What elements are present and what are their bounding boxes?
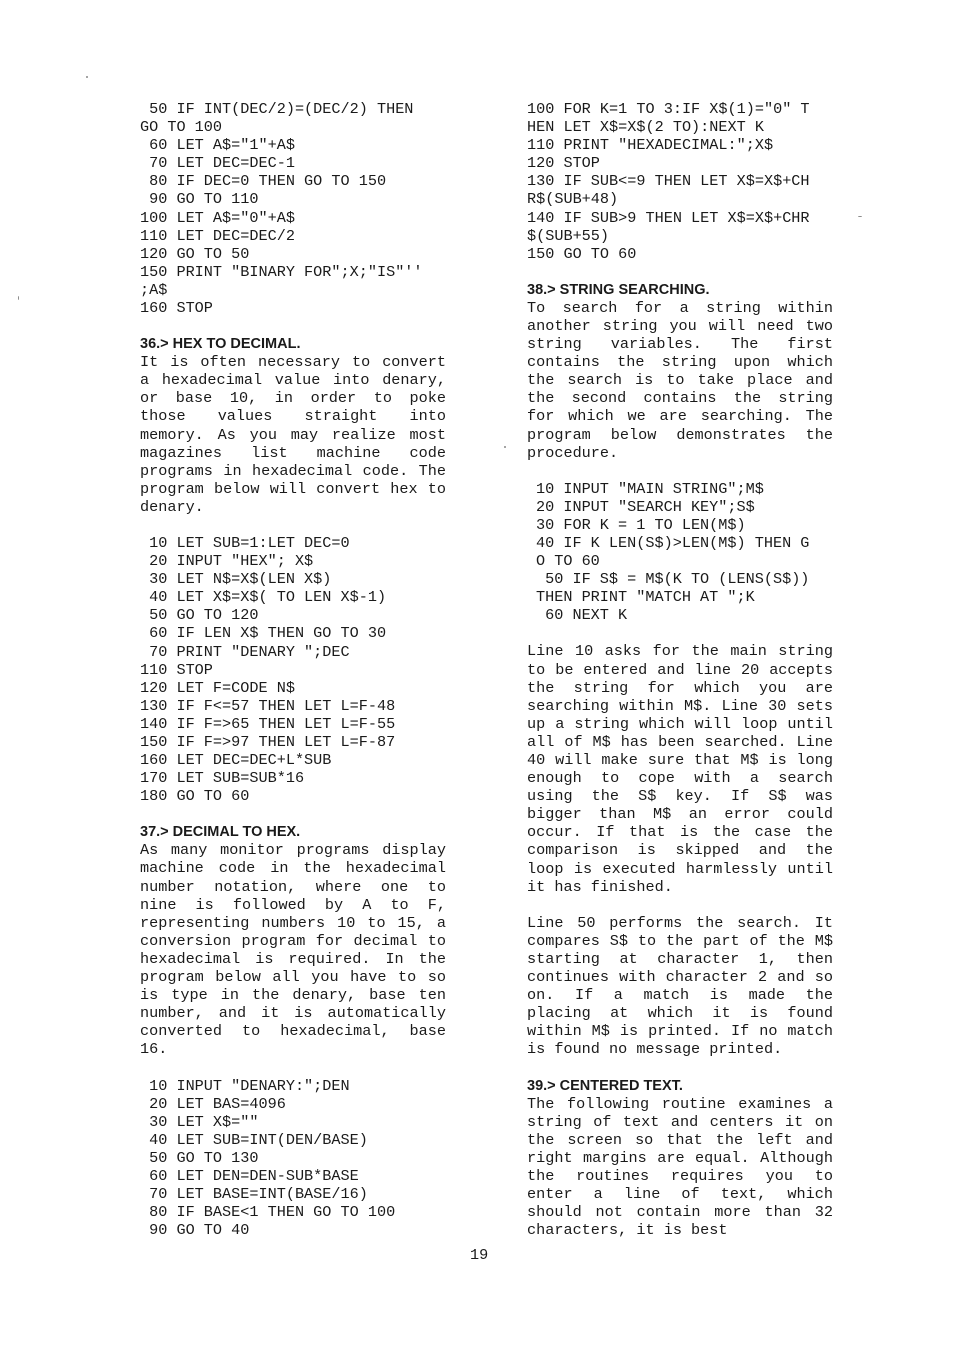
- scan-speck: [18, 296, 19, 300]
- code-line: 60 IF LEN X$ THEN GO TO 30: [140, 624, 387, 643]
- code-line: 20 INPUT "HEX"; X$: [140, 552, 314, 571]
- code-line: 120 STOP: [527, 154, 600, 173]
- code-line: 30 LET X$="": [140, 1112, 259, 1131]
- code-line: 40 IF K LEN(S$)>LEN(M$) THEN G: [536, 533, 810, 552]
- code-line: 130 IF F<=57 THEN LET L=F-48: [140, 696, 396, 715]
- section-38-text: To search for a string within another string you will need two string variables. The first contains the string upon which the search is to take place and the second contains the string for which we are searching. The program below demonstrates the procedure.: [527, 298, 833, 462]
- code-line: GO TO 100: [140, 118, 223, 137]
- page-number: 19: [470, 1246, 489, 1264]
- section-heading-38: 38.> STRING SEARCHING.: [527, 281, 710, 298]
- code-line: 130 IF SUB<=9 THEN LET X$=X$+CH: [527, 172, 810, 191]
- right-column: [527, 100, 833, 1239]
- code-line: 60 NEXT K: [536, 606, 628, 625]
- code-line: 140 IF SUB>9 THEN LET X$=X$+CHR: [527, 208, 810, 227]
- section-38-explanation-2: Line 50 performs the search. It compares S$ to the part of the M$ starting at character 1, then continues with character 2 and so on. If a match is made the placing at which it is found within M$ is printed. If no match is found no message printed.: [527, 913, 833, 1059]
- code-block-binary: [140, 100, 446, 317]
- code-line: 10 INPUT "MAIN STRING";M$: [536, 479, 764, 498]
- left-column: [140, 100, 446, 1239]
- code-line: 60 LET DEN=DEN-SUB*BASE: [140, 1166, 359, 1185]
- section-38-explanation-1: Line 10 asks for the main string to be entered and line 20 accepts the string for which you are searching within M$. Line 30 sets up a string which will loop until all of M$ has been searched. Line 40 will make sure that M$ is long enough to cope with a search using the S$ key. If S$ was bigger than M$ an error could occur. If that is the case the comparison is skipped and the loop is executed harmlessly until it has finished.: [527, 642, 833, 896]
- section-heading-39: 39.> CENTERED TEXT.: [527, 1077, 683, 1094]
- code-line: 30 LET N$=X$(LEN X$): [140, 570, 332, 589]
- section-39-text: The following routine examines a string of text and centers it on the screen so that the left and right margins are equal. Although the routines requires you to enter a line of text, which should not contain more than 32 characters, it is best: [527, 1094, 833, 1240]
- code-line: 100 FOR K=1 TO 3:IF X$(1)="0" T: [527, 100, 810, 118]
- scan-speck: [86, 76, 88, 78]
- code-line: 60 LET A$="1"+A$: [140, 136, 295, 155]
- code-line: 70 LET DEC=DEC-1: [140, 154, 295, 173]
- code-line: 50 GO TO 120: [140, 606, 259, 625]
- code-line: 40 LET SUB=INT(DEN/BASE): [140, 1130, 368, 1149]
- code-line: R$(SUB+48): [527, 190, 619, 209]
- code-line: $(SUB+55): [527, 226, 610, 245]
- code-line: 160 LET DEC=DEC+L*SUB: [140, 751, 332, 770]
- section-heading-36: 36.> HEX TO DECIMAL.: [140, 336, 301, 353]
- code-line: 40 LET X$=X$( TO LEN X$-1): [140, 588, 387, 607]
- code-line: 110 STOP: [140, 660, 213, 679]
- section-37-text: As many monitor programs display machine code in the hexadecimal number notation, where one to nine is followed by A to F, representing numbers 10 to 15, a conversion program for decimal to hexadecimal is required. In the program below all you have to so is type in the denary, base ten number, and it is automatically converted to hexadecimal, base 16.: [140, 841, 446, 1059]
- code-line: 120 GO TO 50: [140, 244, 250, 263]
- code-line: 150 GO TO 60: [527, 244, 637, 263]
- code-line: HEN LET X$=X$(2 TO):NEXT K: [527, 118, 764, 137]
- code-line: 170 LET SUB=SUB*16: [140, 769, 305, 788]
- code-line: 20 INPUT "SEARCH KEY";S$: [536, 497, 755, 516]
- code-line: 150 IF F=>97 THEN LET L=F-87: [140, 733, 396, 751]
- code-line: 70 PRINT "DENARY ";DEC: [140, 642, 350, 661]
- section-heading-37: 37.> DECIMAL TO HEX.: [140, 824, 301, 841]
- code-line: ;A$: [140, 280, 168, 299]
- code-line: 80 IF BASE<1 THEN GO TO 100: [140, 1203, 396, 1222]
- code-line: 150 PRINT "BINARY FOR";X;"IS"'': [140, 262, 423, 281]
- code-line: 10 INPUT "DENARY:";DEN: [140, 1076, 350, 1095]
- code-line: 90 GO TO 40: [140, 1221, 250, 1240]
- code-line: 50 IF INT(DEC/2)=(DEC/2) THEN: [140, 100, 414, 118]
- code-block-hex-continued: [527, 100, 833, 263]
- scan-speck: [858, 216, 862, 217]
- code-line: THEN PRINT "MATCH AT ";K: [536, 588, 755, 607]
- code-line: 30 FOR K = 1 TO LEN(M$): [536, 515, 746, 534]
- code-line: 100 LET A$="0"+A$: [140, 208, 295, 227]
- code-line: O TO 60: [536, 552, 600, 571]
- code-line: 140 IF F=>65 THEN LET L=F-55: [140, 714, 396, 733]
- code-block-hex-to-decimal: [140, 534, 446, 805]
- code-block-string-search: [527, 480, 833, 625]
- code-line: 160 STOP: [140, 299, 213, 318]
- scan-speck: [504, 446, 506, 448]
- code-line: 110 PRINT "HEXADECIMAL:";X$: [527, 136, 774, 155]
- code-line: 20 LET BAS=4096: [140, 1094, 286, 1113]
- code-line: 50 GO TO 130: [140, 1148, 259, 1167]
- code-block-decimal-to-hex: [140, 1077, 446, 1240]
- code-line: 110 LET DEC=DEC/2: [140, 226, 295, 245]
- code-line: 70 LET BASE=INT(BASE/16): [140, 1185, 368, 1204]
- code-line: 80 IF DEC=0 THEN GO TO 150: [140, 172, 387, 191]
- code-line: 10 LET SUB=1:LET DEC=0: [140, 533, 350, 552]
- code-line: 90 GO TO 110: [140, 190, 259, 209]
- section-36-text: It is often necessary to convert a hexadecimal value into denary, or base 10, in order to poke those values straight into memory. As you may realize most magazines list machine code programs in hexadecimal code. The program below will convert hex to denary.: [140, 353, 446, 516]
- code-line: 120 LET F=CODE N$: [140, 678, 295, 697]
- code-line: 50 IF S$ = M$(K TO (LENS(S$)): [536, 570, 810, 589]
- code-line: 180 GO TO 60: [140, 787, 250, 806]
